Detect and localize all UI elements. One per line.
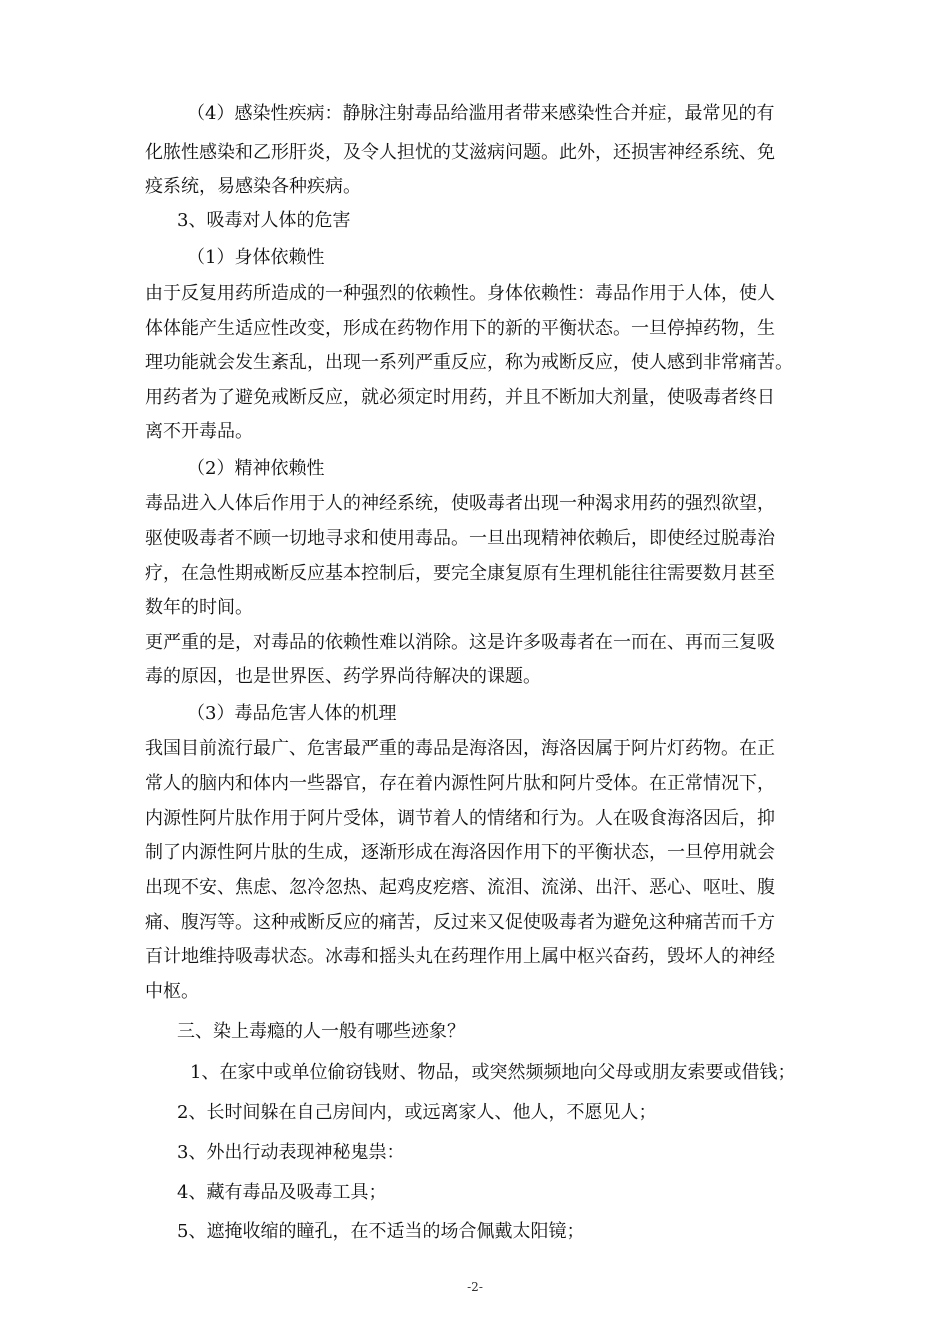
paragraph-line: 我国目前流行最广、危害最严重的毒品是海洛因，海洛因属于阿片灯药物。在正	[145, 738, 775, 759]
list-item: 3、外出行动表现神秘鬼祟：	[177, 1142, 405, 1163]
paragraph-line: 痛、腹泻等。这种戒断反应的痛苦，反过来又促使吸毒者为避免这种痛苦而千方	[145, 912, 775, 933]
paragraph-line: 中枢。	[145, 981, 199, 1002]
paragraph-line: 常人的脑内和体内一些器官，存在着内源性阿片肽和阿片受体。在正常情况下，	[145, 773, 775, 794]
paragraph-line: 内源性阿片肽作用于阿片受体，调节着人的情绪和行为。人在吸食海洛因后，抑	[145, 808, 775, 829]
paragraph-line: 疗，在急性期戒断反应基本控制后，要完全康复原有生理机能往往需要数月甚至	[145, 563, 775, 584]
paragraph-line: 用药者为了避免戒断反应，就必须定时用药，并且不断加大剂量，使吸毒者终日	[145, 387, 775, 408]
paragraph-line: 理功能就会发生紊乱，出现一系列严重反应，称为戒断反应，使人感到非常痛苦。	[145, 352, 793, 373]
paragraph-line: 毒的原因，也是世界医、药学界尚待解决的课题。	[145, 666, 541, 687]
paragraph-line: 化脓性感染和乙形肝炎，及令人担忧的艾滋病问题。此外，还损害神经系统、免	[145, 142, 775, 163]
subsection-heading: （1）身体依赖性	[187, 247, 325, 268]
paragraph-line: 疫系统，易感染各种疾病。	[145, 176, 361, 197]
paragraph-line: 出现不安、焦虑、忽冷忽热、起鸡皮疙瘩、流泪、流涕、出汗、恶心、呕吐、腹	[145, 877, 775, 898]
paragraph-line: 数年的时间。	[145, 597, 253, 618]
subsection-heading: （2）精神依赖性	[187, 458, 325, 479]
paragraph-line: 更严重的是，对毒品的依赖性难以消除。这是许多吸毒者在一而在、再而三复吸	[145, 632, 775, 653]
paragraph-line: 由于反复用药所造成的一种强烈的依赖性。身体依赖性：毒品作用于人体，使人	[145, 283, 775, 304]
paragraph-line: （4）感染性疾病：静脉注射毒品给滥用者带来感染性合并症，最常见的有	[187, 103, 775, 124]
subsection-heading: （3）毒品危害人体的机理	[187, 703, 397, 724]
paragraph-line: 离不开毒品。	[145, 421, 253, 442]
paragraph-line: 体体能产生适应性改变，形成在药物作用下的新的平衡状态。一旦停掉药物，生	[145, 318, 775, 339]
paragraph-line: 制了内源性阿片肽的生成，逐渐形成在海洛因作用下的平衡状态，一旦停用就会	[145, 842, 775, 863]
page-number: -2-	[467, 1280, 483, 1294]
section-heading: 三、染上毒瘾的人一般有哪些迹象？	[177, 1021, 465, 1042]
list-item: 4、藏有毒品及吸毒工具；	[177, 1182, 387, 1203]
list-item: 1、在家中或单位偷窃钱财、物品，或突然频频地向父母或朋友索要或借钱；	[190, 1062, 796, 1083]
section-heading: 3、吸毒对人体的危害	[177, 210, 351, 231]
paragraph-line: 百计地维持吸毒状态。冰毒和摇头丸在药理作用上属中枢兴奋药，毁坏人的神经	[145, 946, 775, 967]
list-item: 2、长时间躲在自己房间内，或远离家人、他人，不愿见人；	[177, 1102, 657, 1123]
list-item: 5、遮掩收缩的瞳孔，在不适当的场合佩戴太阳镜；	[177, 1221, 585, 1242]
paragraph-line: 毒品进入人体后作用于人的神经系统，使吸毒者出现一种渴求用药的强烈欲望，	[145, 493, 775, 514]
paragraph-line: 驱使吸毒者不顾一切地寻求和使用毒品。一旦出现精神依赖后，即使经过脱毒治	[145, 528, 775, 549]
